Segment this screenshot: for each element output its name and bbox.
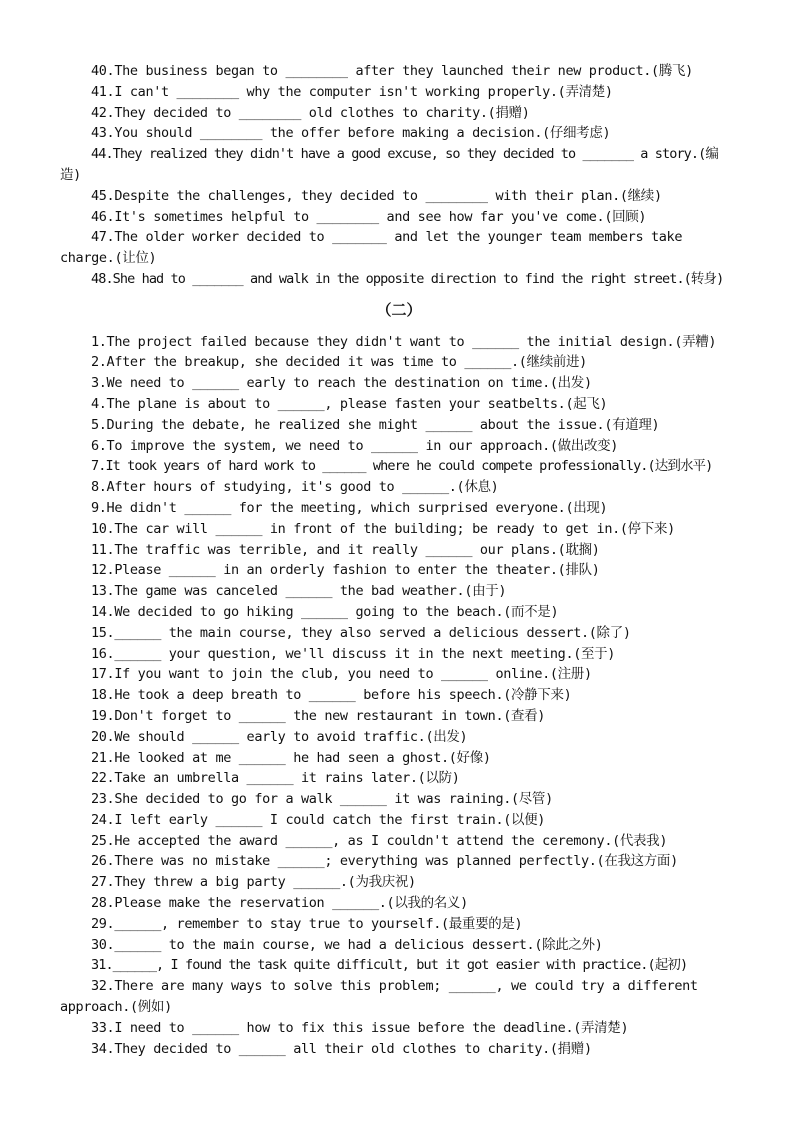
exercise-item-2: 2.After the breakup, she decided it was time to ______.(继续前进) <box>91 354 587 371</box>
exercise-item-19: 19.Don't forget to ______ the new restaurant in town.(查看) <box>91 707 546 724</box>
worksheet-content <box>60 61 738 1059</box>
exercise-item-45: 45.Despite the challenges, they decided to ________ with their plan.(继续) <box>91 187 662 204</box>
exercise-item-15: 15.______ the main course, they also served a delicious dessert.(除了) <box>91 624 631 641</box>
exercise-item-24: 24.I left early ______ I could catch the first train.(以便) <box>91 811 546 828</box>
exercise-item-27: 27.They threw a big party ______.(为我庆祝) <box>91 874 416 891</box>
exercise-item-6: 6.To improve the system, we need to ______ in our approach.(做出改变) <box>91 437 619 454</box>
exercise-item-13: 13.The game was canceled ______ the bad weather.(由于) <box>91 583 507 600</box>
exercise-item-43: 43.You should ________ the offer before making a decision.(仔细考虑) <box>91 125 611 142</box>
exercise-item-17: 17.If you want to join the club, you need to ______ online.(注册) <box>91 666 592 683</box>
exercise-item-48: 48.She had to _______ and walk in the opposite direction to find the right street.(转身) <box>91 270 724 287</box>
exercise-item-10: 10.The car will ______ in front of the building; be ready to get in.(停下来) <box>91 520 675 537</box>
exercise-item-46: 46.It's sometimes helpful to ________ and see how far you've come.(回顾) <box>91 208 647 225</box>
exercise-item-32: 32.There are many ways to solve this problem; ______, we could try a different <box>91 978 698 995</box>
exercise-item-5: 5.During the debate, he realized she might ______ about the issue.(有道理) <box>91 416 660 433</box>
exercise-item-31: 31.______, I found the task quite difficult, but it got easier with practice.(起初) <box>91 957 688 974</box>
exercise-item-47-continued: charge.(让位) <box>60 250 157 267</box>
exercise-item-34: 34.They decided to ______ all their old clothes to charity.(捐赠) <box>91 1040 592 1057</box>
exercise-item-1: 1.The project failed because they didn't want to ______ the initial design.(弄糟) <box>91 333 717 350</box>
exercise-item-22: 22.Take an umbrella ______ it rains later.(以防) <box>91 770 460 787</box>
exercise-item-44-continued: 造) <box>60 166 81 183</box>
exercise-item-16: 16.______ your question, we'll discuss it in the next meeting.(至于) <box>91 645 616 662</box>
exercise-item-21: 21.He looked at me ______ he had seen a ghost.(好像) <box>91 749 491 766</box>
exercise-item-20: 20.We should ______ early to avoid traffic.(出发) <box>91 728 468 745</box>
exercise-item-8: 8.After hours of studying, it's good to ______.(休息) <box>91 479 499 496</box>
exercise-list-part-2 <box>60 332 738 1060</box>
exercise-item-32-continued: approach.(例如) <box>60 999 172 1016</box>
exercise-item-30: 30.______ to the main course, we had a delicious dessert.(除此之外) <box>91 936 603 953</box>
exercise-item-18: 18.He took a deep breath to ______ before his speech.(冷静下来) <box>91 687 572 704</box>
exercise-item-44: 44.They realized they didn't have a good excuse, so they decided to _______ a story.(编 <box>91 146 718 163</box>
exercise-item-33: 33.I need to ______ how to fix this issue before the deadline.(弄清楚) <box>91 1019 629 1036</box>
exercise-item-41: 41.I can't ________ why the computer isn't working properly.(弄清楚) <box>91 83 613 100</box>
exercise-item-12: 12.Please ______ in an orderly fashion to enter the theater.(排队) <box>91 562 600 579</box>
exercise-item-14: 14.We decided to go hiking ______ going to the beach.(而不是) <box>91 603 559 620</box>
section-heading: （二） <box>376 300 422 319</box>
exercise-item-4: 4.The plane is about to ______, please fasten your seatbelts.(起飞) <box>91 395 608 412</box>
exercise-item-11: 11.The traffic was terrible, and it really ______ our plans.(耽搁) <box>91 541 600 558</box>
exercise-item-40: 40.The business began to ________ after they launched their new product.(腾飞) <box>91 63 693 79</box>
exercise-item-7: 7.It took years of hard work to ______ where he could compete professionally.(达到水平) <box>91 458 713 475</box>
exercise-item-29: 29.______, remember to stay true to yourself.(最重要的是) <box>91 915 523 932</box>
exercise-item-47: 47.The older worker decided to _______ and let the younger team members take <box>91 229 683 246</box>
exercise-item-28: 28.Please make the reservation ______.(以我的名义) <box>91 895 468 912</box>
exercise-item-3: 3.We need to ______ early to reach the destination on time.(出发) <box>91 375 592 392</box>
exercise-list-part-1 <box>60 61 738 290</box>
exercise-item-42: 42.They decided to ________ old clothes to charity.(捐赠) <box>91 104 530 121</box>
exercise-item-23: 23.She decided to go for a walk ______ it was raining.(尽管) <box>91 791 553 808</box>
exercise-item-25: 25.He accepted the award ______, as I couldn't attend the ceremony.(代表我) <box>91 832 668 849</box>
exercise-item-26: 26.There was no mistake ______; everything was planned perfectly.(在我这方面) <box>91 853 678 870</box>
exercise-item-9: 9.He didn't ______ for the meeting, which surprised everyone.(出现) <box>91 499 608 516</box>
